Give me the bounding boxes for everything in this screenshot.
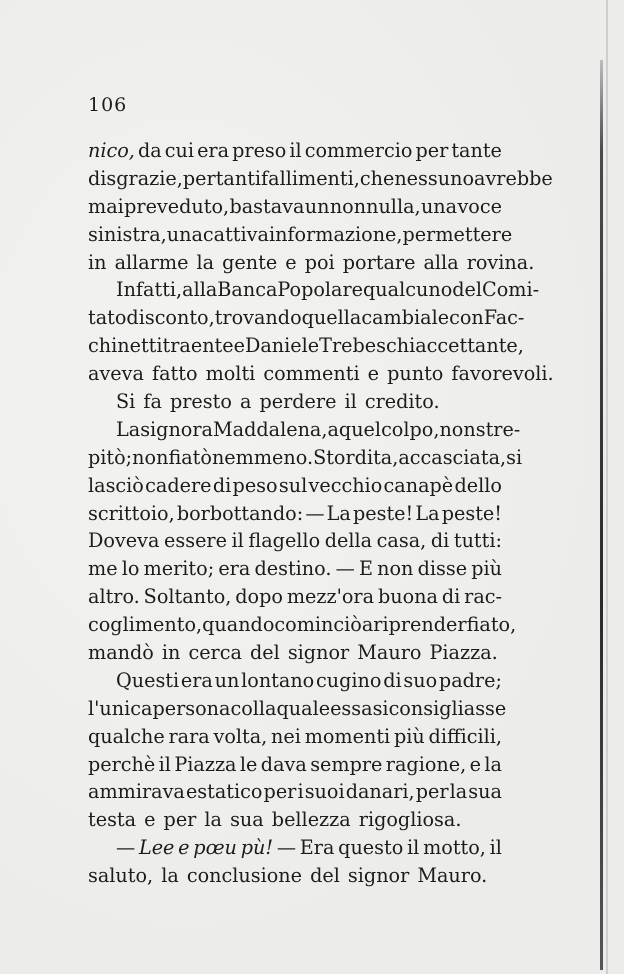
word: momenti bbox=[304, 724, 391, 748]
word: a bbox=[361, 613, 374, 637]
word: a bbox=[327, 417, 339, 441]
word: bellezza bbox=[271, 808, 351, 832]
word: di bbox=[212, 473, 232, 497]
text-line bbox=[88, 583, 502, 611]
word: accasciata, bbox=[398, 445, 507, 469]
word: nonnulla, bbox=[329, 194, 421, 218]
word: estatico bbox=[185, 780, 263, 804]
word: nei bbox=[271, 724, 301, 748]
word: bastava bbox=[229, 194, 305, 218]
word: ammirava bbox=[88, 780, 185, 804]
word: tante bbox=[451, 139, 502, 162]
word: Popolare bbox=[277, 278, 364, 302]
word: di bbox=[441, 585, 461, 609]
word: sua bbox=[230, 808, 264, 832]
word: alla bbox=[182, 278, 218, 302]
word: si bbox=[372, 696, 389, 720]
word: Mauro. bbox=[417, 864, 488, 888]
word: fatto bbox=[151, 362, 198, 386]
word: altro. bbox=[88, 585, 140, 609]
word: la bbox=[161, 864, 179, 888]
word: Si bbox=[116, 390, 136, 414]
word: qualcuno bbox=[363, 278, 453, 302]
word: la bbox=[204, 808, 222, 832]
word: non bbox=[439, 417, 476, 441]
paragraph bbox=[88, 416, 523, 667]
word: Stordita, bbox=[313, 445, 399, 469]
text-line bbox=[88, 834, 502, 862]
word: tutti: bbox=[453, 529, 502, 553]
word: gente bbox=[222, 250, 278, 274]
word: E bbox=[358, 557, 373, 581]
word: chinetti bbox=[88, 334, 163, 358]
word: il bbox=[407, 836, 420, 860]
word: il bbox=[489, 836, 502, 860]
word: punto bbox=[387, 362, 444, 386]
text-line bbox=[88, 137, 502, 165]
word: era bbox=[197, 139, 230, 162]
text-line bbox=[88, 193, 502, 221]
text-line bbox=[88, 276, 540, 304]
word: per bbox=[163, 808, 197, 832]
word: dava bbox=[260, 752, 307, 776]
word: perchè bbox=[88, 752, 156, 776]
page-binding-edge bbox=[600, 60, 603, 970]
word: cominciò bbox=[274, 613, 362, 637]
word: pœu bbox=[193, 836, 237, 860]
word: fallimenti, bbox=[261, 166, 360, 190]
text-line bbox=[88, 527, 502, 555]
word: signor bbox=[347, 864, 410, 888]
word: merito; bbox=[143, 557, 215, 581]
word: testa bbox=[88, 808, 137, 832]
word: non bbox=[377, 557, 414, 581]
word: e bbox=[144, 808, 156, 832]
word: — bbox=[335, 557, 355, 581]
word: preso bbox=[232, 139, 287, 162]
word: Fac- bbox=[483, 306, 525, 330]
word: il bbox=[344, 390, 357, 414]
word: il bbox=[158, 752, 171, 776]
word: Doveva bbox=[88, 529, 160, 553]
word: presto bbox=[169, 390, 232, 414]
text-line bbox=[88, 667, 502, 695]
word: di bbox=[126, 306, 145, 330]
word: la bbox=[196, 250, 215, 274]
word: più bbox=[393, 724, 425, 748]
word: Banca bbox=[217, 278, 278, 302]
word: peso bbox=[232, 473, 278, 497]
word: tanti bbox=[215, 166, 262, 190]
word: le bbox=[239, 752, 258, 776]
word: fiatò bbox=[168, 445, 212, 469]
word: buona bbox=[377, 585, 438, 609]
word: Piazza bbox=[174, 752, 237, 776]
word: traente bbox=[162, 334, 234, 358]
word: cambiale bbox=[361, 306, 450, 330]
word: per bbox=[263, 780, 297, 804]
word: per bbox=[415, 139, 449, 162]
paragraph bbox=[88, 388, 502, 416]
word: tato bbox=[88, 306, 127, 330]
word: era bbox=[218, 557, 251, 581]
word: in bbox=[161, 641, 181, 665]
paragraph bbox=[88, 137, 553, 276]
text-line bbox=[88, 360, 554, 388]
word: aveva bbox=[88, 362, 144, 386]
word: rac- bbox=[464, 585, 502, 609]
word: Mauro bbox=[357, 641, 422, 665]
word: sua bbox=[468, 780, 502, 804]
word: essere bbox=[164, 529, 227, 553]
word: e bbox=[233, 334, 245, 358]
word: riprender bbox=[373, 613, 467, 637]
text-line bbox=[88, 304, 525, 332]
text-line bbox=[88, 249, 535, 277]
text-line bbox=[88, 444, 523, 472]
word: portare bbox=[342, 250, 416, 274]
text-line bbox=[88, 611, 517, 639]
word: allarme bbox=[114, 250, 189, 274]
word: sinistra, bbox=[88, 222, 167, 246]
word: rovina. bbox=[466, 250, 535, 274]
word: vecchio bbox=[308, 473, 383, 497]
word: suo bbox=[403, 668, 438, 692]
paragraph bbox=[88, 667, 507, 834]
page-edge-shadow bbox=[606, 0, 608, 974]
word: coglimento, bbox=[88, 613, 203, 637]
word: dopo bbox=[235, 585, 283, 609]
word: fa bbox=[143, 390, 162, 414]
word: cugino bbox=[316, 668, 382, 692]
word: quel bbox=[338, 417, 382, 441]
word: conclusione bbox=[186, 864, 303, 888]
word: un bbox=[214, 668, 240, 692]
word: pitò; bbox=[88, 445, 133, 469]
word: flagello bbox=[248, 529, 321, 553]
word: sconto, bbox=[144, 306, 215, 330]
word: e bbox=[285, 250, 297, 274]
text-line bbox=[88, 862, 502, 890]
word: casa, bbox=[376, 529, 427, 553]
word: molti bbox=[205, 362, 256, 386]
word: mandò bbox=[88, 641, 154, 665]
word: cui bbox=[164, 139, 195, 162]
word: del bbox=[249, 641, 280, 665]
word: mezz'ora bbox=[286, 585, 375, 609]
word: — bbox=[305, 501, 325, 525]
word: me bbox=[88, 557, 118, 581]
word: lo bbox=[121, 557, 140, 581]
word: cadere bbox=[145, 473, 212, 497]
word: nico, bbox=[88, 139, 135, 162]
word: e bbox=[469, 752, 481, 776]
word: pù! bbox=[240, 836, 274, 860]
word: commenti bbox=[263, 362, 360, 386]
word: Infatti, bbox=[116, 278, 183, 302]
page-number: 106 bbox=[88, 94, 128, 116]
word: una bbox=[166, 222, 203, 246]
word: Questi bbox=[116, 668, 180, 692]
word: di bbox=[383, 668, 402, 692]
word: scrittoio, bbox=[88, 501, 175, 525]
word: più bbox=[471, 557, 502, 581]
text-line bbox=[88, 695, 507, 723]
word: fiato, bbox=[466, 613, 517, 637]
word: per bbox=[182, 166, 216, 190]
text-line bbox=[88, 388, 502, 416]
word: alla bbox=[423, 250, 459, 274]
text-line bbox=[88, 806, 502, 834]
word: quando bbox=[202, 613, 275, 637]
word: La bbox=[415, 501, 440, 525]
word: Soltanto, bbox=[143, 585, 232, 609]
word: con bbox=[449, 306, 484, 330]
word: era bbox=[180, 668, 213, 692]
word: credito. bbox=[364, 390, 440, 414]
word: preveduto, bbox=[124, 194, 230, 218]
word: per bbox=[415, 780, 449, 804]
word: non bbox=[132, 445, 169, 469]
word: peste! bbox=[352, 501, 414, 525]
word: sempre bbox=[310, 752, 383, 776]
word: del bbox=[310, 864, 340, 888]
text-line bbox=[88, 332, 524, 360]
word: avrebbe bbox=[474, 166, 553, 190]
text-line bbox=[88, 472, 502, 500]
word: che bbox=[359, 166, 395, 190]
text-line bbox=[88, 165, 553, 193]
word: Trebeschi bbox=[319, 334, 416, 358]
word: borbottando: bbox=[176, 501, 304, 525]
word: signora bbox=[140, 417, 213, 441]
paragraph bbox=[88, 276, 554, 388]
word: motto, bbox=[423, 836, 486, 860]
word: cattiva bbox=[202, 222, 269, 246]
word: voce bbox=[457, 194, 502, 218]
text-line bbox=[88, 416, 521, 444]
word: questo bbox=[338, 836, 404, 860]
word: del bbox=[452, 278, 483, 302]
word: commercio bbox=[304, 139, 413, 162]
word: Maddalena, bbox=[212, 417, 328, 441]
word: Era bbox=[299, 836, 335, 860]
word: colla bbox=[230, 696, 277, 720]
text-line bbox=[88, 555, 502, 583]
word: peste! bbox=[441, 501, 502, 525]
word: informazione, bbox=[268, 222, 403, 246]
word: sul bbox=[278, 473, 308, 497]
word: Comi- bbox=[482, 278, 540, 302]
word: disgrazie, bbox=[88, 166, 183, 190]
text-line bbox=[88, 221, 513, 249]
text-line bbox=[88, 639, 502, 667]
word: mai bbox=[88, 194, 124, 218]
word: si bbox=[506, 445, 523, 469]
word: un bbox=[304, 194, 330, 218]
word: mettere bbox=[435, 222, 513, 246]
word: quale bbox=[276, 696, 331, 720]
word: persona bbox=[152, 696, 231, 720]
word: dello bbox=[454, 473, 502, 497]
word: in bbox=[88, 250, 107, 274]
word: nemmeno. bbox=[211, 445, 314, 469]
body-text bbox=[88, 137, 554, 890]
word: — bbox=[276, 836, 296, 860]
text-line bbox=[88, 500, 502, 528]
word: nessuno bbox=[394, 166, 475, 190]
text-line bbox=[88, 723, 502, 751]
word: danari, bbox=[345, 780, 415, 804]
word: unica bbox=[99, 696, 153, 720]
word: quella bbox=[301, 306, 362, 330]
word: saluto, bbox=[88, 864, 154, 888]
word: suoi bbox=[304, 780, 345, 804]
word: lasciò bbox=[88, 473, 144, 497]
word: poi bbox=[304, 250, 335, 274]
word: l' bbox=[88, 696, 100, 720]
word: disse bbox=[417, 557, 468, 581]
word: — bbox=[116, 836, 136, 860]
word: il bbox=[231, 529, 244, 553]
word: accettante, bbox=[415, 334, 524, 358]
word: i bbox=[297, 780, 304, 804]
word: essa bbox=[330, 696, 373, 720]
word: consigliasse bbox=[388, 696, 507, 720]
word: lontano bbox=[241, 668, 315, 692]
word: perdere bbox=[259, 390, 337, 414]
word: Lee bbox=[138, 836, 175, 860]
word: La bbox=[116, 417, 141, 441]
word: la bbox=[484, 752, 502, 776]
word: destino. bbox=[254, 557, 332, 581]
word: e bbox=[178, 836, 190, 860]
word: favorevoli. bbox=[451, 362, 554, 386]
word: difficili, bbox=[428, 724, 502, 748]
word: qualche bbox=[88, 724, 165, 748]
word: rara bbox=[168, 724, 210, 748]
word: Daniele bbox=[244, 334, 320, 358]
word: cerca bbox=[188, 641, 242, 665]
word: la bbox=[449, 780, 468, 804]
word: una bbox=[420, 194, 458, 218]
word: di bbox=[430, 529, 450, 553]
word: La bbox=[326, 501, 351, 525]
word: il bbox=[289, 139, 302, 162]
word: da bbox=[137, 139, 162, 162]
word: ragione, bbox=[385, 752, 467, 776]
word: e bbox=[367, 362, 380, 386]
word: colpo, bbox=[381, 417, 440, 441]
text-line bbox=[88, 778, 502, 806]
word: della bbox=[324, 529, 373, 553]
word: per bbox=[402, 222, 436, 246]
word: a bbox=[239, 390, 252, 414]
word: padre; bbox=[438, 668, 502, 692]
word: volta, bbox=[213, 724, 268, 748]
word: rigogliosa. bbox=[358, 808, 462, 832]
word: stre- bbox=[475, 417, 521, 441]
word: canapè bbox=[383, 473, 454, 497]
word: Piazza. bbox=[429, 641, 498, 665]
text-line bbox=[88, 751, 502, 779]
paragraph bbox=[88, 834, 502, 890]
word: trovando bbox=[214, 306, 302, 330]
word: signor bbox=[287, 641, 350, 665]
